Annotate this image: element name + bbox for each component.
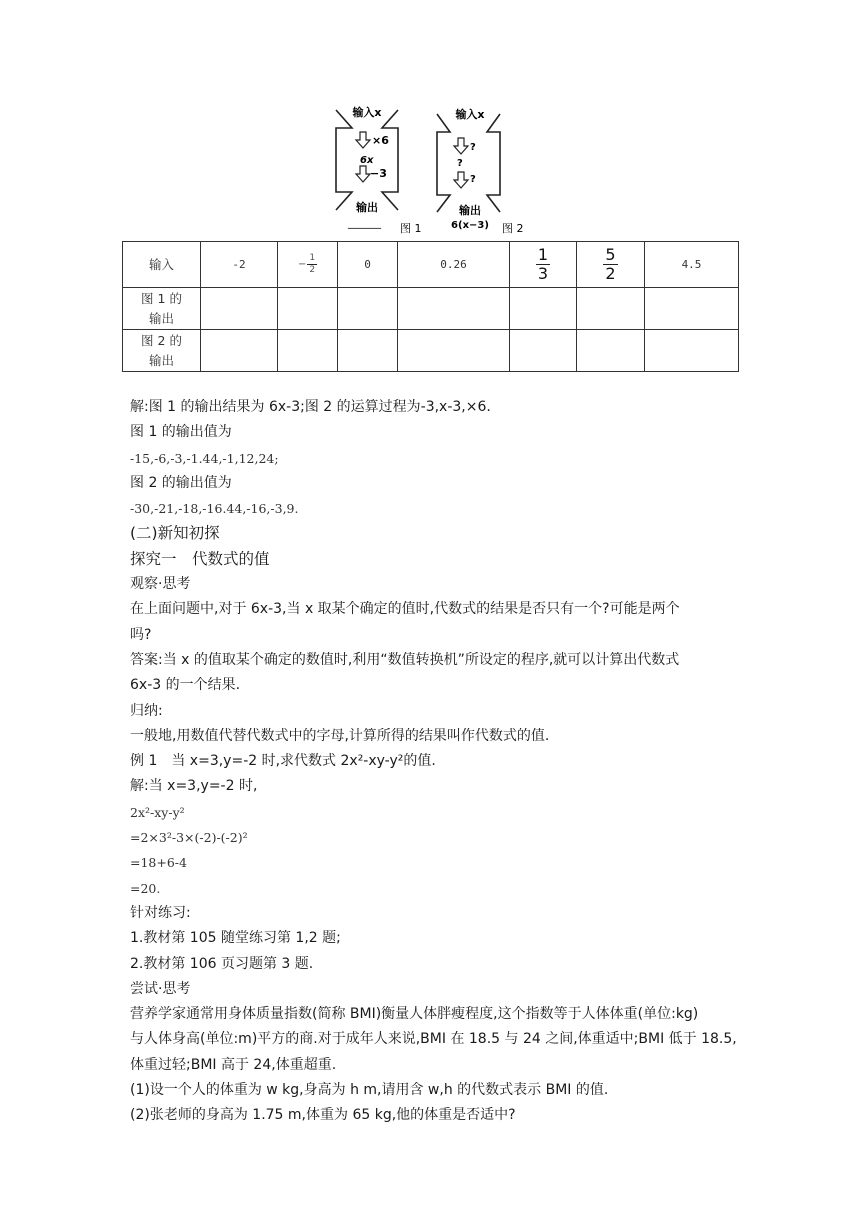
paragraph-line: 与人体身高(单位:m)平方的商.对于成年人来说,BMI 在 18.5 与 24 之间,体重适中;BMI 低于 18.5, <box>130 1031 737 1048</box>
fraction-denominator: 2 <box>309 265 316 275</box>
fig1-op2: −3 <box>370 167 387 180</box>
output-cell <box>577 330 645 372</box>
paragraph-line: 营养学家通常用身体质量指数(简称 BMI)衡量人体胖瘦程度,这个指数等于人体体重(单位:kg) <box>130 1006 699 1023</box>
fraction-numerator: 1 <box>537 245 549 264</box>
math-line: 2x²-xy-y² <box>130 804 185 820</box>
question-line: (2)张老师的身高为 1.75 m,体重为 65 kg,他的体重是否适中? <box>130 1107 516 1124</box>
fraction-denominator: 2 <box>605 264 616 283</box>
subsection-heading: 探究一 代数式的值 <box>130 549 270 568</box>
question-line: (1)设一个人的体重为 w kg,身高为 h m,请用含 w,h 的代数式表示 BMI 的值. <box>130 1082 609 1099</box>
input-cell: 0.26 <box>398 242 510 288</box>
fig1-caption: 图 1 <box>400 222 422 235</box>
input-cell: − $\frac{1}{2}$ <box>278 242 338 288</box>
question-line: 吗? <box>130 626 152 643</box>
input-cell: -2 <box>201 242 278 288</box>
answer-line: 6x-3 的一个结果. <box>130 677 241 694</box>
flowchart-svg <box>320 100 560 240</box>
output-cell <box>278 330 338 372</box>
fig2-output-label: 输出 <box>459 204 481 217</box>
paragraph-line: 体重过轻;BMI 高于 24,体重超重. <box>130 1056 337 1073</box>
fig2-mid: ? <box>457 158 463 169</box>
fig2-input-label: 输入x <box>455 108 485 121</box>
subheading: 归纳: <box>130 702 163 719</box>
math-line: -30,-21,-18,-16.44,-16,-3,9. <box>130 501 299 517</box>
output-cell <box>338 330 398 372</box>
io-table <box>122 241 739 372</box>
output-cell <box>510 288 577 330</box>
output-cell <box>278 288 338 330</box>
output-cell <box>398 330 510 372</box>
fig1-op1: ×6 <box>372 134 389 147</box>
math-line: =2×3²-3×(-2)-(-2)² <box>130 830 248 846</box>
row-header-input: 输入 <box>123 242 201 288</box>
output-cell <box>645 288 739 330</box>
output-cell <box>398 288 510 330</box>
exercise-line: 2.教材第 106 页习题第 3 题. <box>130 955 314 972</box>
figure-1 <box>336 105 422 235</box>
fig2-op2: ? <box>470 174 476 185</box>
section-heading: (二)新知初探 <box>130 524 220 543</box>
fig2-caption: 图 2 <box>502 222 524 235</box>
fig2-output-expr: 6(x−3) <box>451 220 489 231</box>
row-header-text: 图 2 的 输出 <box>141 332 182 368</box>
output-cell <box>645 330 739 372</box>
answer-line: 答案:当 x 的值取某个确定的数值时,利用“数值转换机”所设定的程序,就可以计算出代数式 <box>130 651 680 668</box>
solution-line: 解:当 x=3,y=-2 时, <box>130 778 258 795</box>
text-line: 图 2 的输出值为 <box>130 474 232 491</box>
input-cell: 0 <box>338 242 398 288</box>
example-line: 例 1 当 x=3,y=-2 时,求代数式 2x²-xy-y²的值. <box>130 753 436 770</box>
lesson-content <box>130 395 750 1129</box>
output-cell <box>577 288 645 330</box>
text-line: 图 1 的输出值为 <box>130 424 232 441</box>
fig1-blank: ______ <box>348 216 381 229</box>
row-header-fig2-output <box>123 330 201 372</box>
math-line: =18+6-4 <box>130 855 187 871</box>
subheading: 尝试·思考 <box>130 980 191 997</box>
table-row-input <box>123 242 739 288</box>
table-row-fig2-output <box>123 330 739 372</box>
solution-line: 解:图 1 的输出结果为 6x-3;图 2 的运算过程为-3,x-3,×6. <box>130 399 491 415</box>
fig1-mid: 6x <box>360 155 374 166</box>
fig1-input-label: 输入x <box>352 106 382 119</box>
output-cell <box>201 330 278 372</box>
row-header-text: 图 1 的 输出 <box>141 290 182 326</box>
output-cell <box>338 288 398 330</box>
fig1-output-label: 输出 <box>356 201 378 214</box>
output-cell <box>510 330 577 372</box>
input-cell <box>510 242 577 288</box>
input-cell <box>577 242 645 288</box>
table-row-fig1-output <box>123 288 739 330</box>
fraction-numerator: 1 <box>309 253 316 263</box>
math-line: -15,-6,-3,-1.44,-1,12,24; <box>130 450 279 466</box>
output-cell <box>201 288 278 330</box>
row-header-fig1-output <box>123 288 201 330</box>
question-line: 在上面问题中,对于 6x-3,当 x 取某个确定的值时,代数式的结果是否只有一个?可能是两个 <box>130 601 680 618</box>
subheading: 观察·思考 <box>130 576 191 593</box>
exercise-line: 1.教材第 105 随堂练习第 1,2 题; <box>130 930 341 947</box>
math-line: =20. <box>130 880 161 896</box>
fraction-denominator: 3 <box>537 264 549 283</box>
input-cell: 4.5 <box>645 242 739 288</box>
subheading: 针对练习: <box>130 904 191 921</box>
definition-line: 一般地,用数值代替代数式中的字母,计算所得的结果叫作代数式的值. <box>130 727 550 744</box>
fraction-numerator: 5 <box>605 245 616 264</box>
figure-2 <box>437 107 524 235</box>
fig2-op1: ? <box>470 142 476 153</box>
flowchart-figures <box>320 100 560 240</box>
